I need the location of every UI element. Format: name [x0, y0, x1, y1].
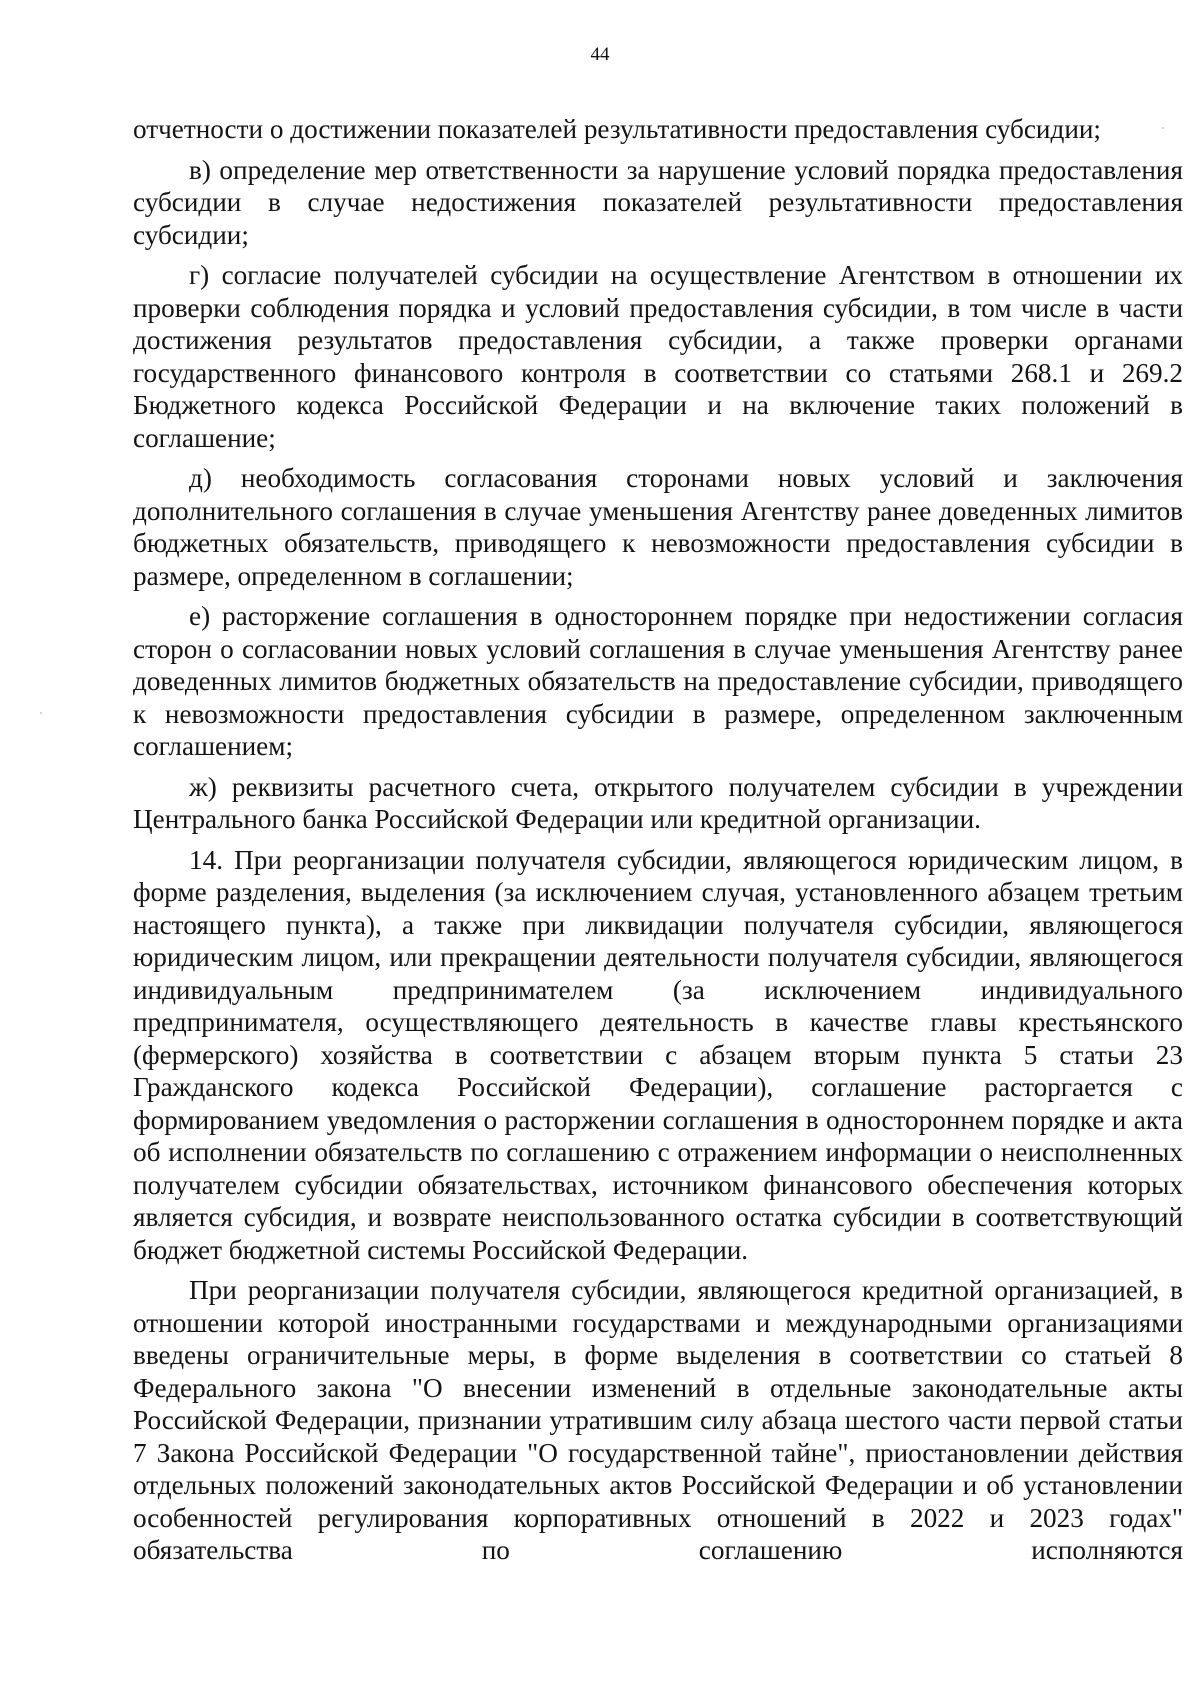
paragraph-clause-14: 14. При реорганизации получателя субсидии, являющегося юридическим лицом, в форме разделения, выделения (за исключением случая, установленного абзацем третьим настоящего пункта), а также при ликвидации получателя субсидии, являющегося юридическим лицом, или прекращении деятельности получателя субсидии, являющегося индивидуальным предпринимателем (за исключением индивидуального предпринимателя, осуществляющего деятельность в качестве главы крестьянского (фермерского) хозяйства в соответствии с абзацем вторым пункта 5 статьи 23 Гражданского кодекса Российской Федерации), соглашение расторгается с формированием уведомления о расторжении соглашения в одностороннем порядке и акта об исполнении обязательств по соглашению с отражением информации о неисполненных получателем субсидии обязательствах, источником финансового обеспечения которых является субсидия, и возврате неиспользованного остатка субсидии в соответствующий бюджет бюджетной системы Российской Федерации.	[133, 844, 1183, 1265]
paragraph-continuation: отчетности о достижении показателей результативности предоставления субсидии;	[133, 114, 1101, 144]
paragraph-item-zh: ж) реквизиты расчетного счета, открытого получателем субсидии в учреждении Центрального банка Российской Федерации или кредитной организации.	[133, 771, 1183, 834]
scan-speck	[1162, 127, 1164, 129]
scan-speck	[40, 712, 42, 714]
paragraph-reorganization: При реорганизации получателя субсидии, являющегося кредитной организацией, в отношении которой иностранными государствами и международными организациями введены ограничительные меры, в форме выделения в соответствии со статьей 8 Федерального закона "О внесении изменений в отдельные законодательные акты Российской Федерации, признании утратившим силу абзаца шестого части первой статьи 7 Закона Российской Федерации "О государственной тайне", приостановлении действия отдельных положений законодательных актов Российской Федерации и об установлении особенностей регулирования корпоративных отношений в 2022 и 2023 годах" обязательства по соглашению исполняются	[133, 1275, 1183, 1565]
page-number: 44	[590, 44, 610, 65]
paragraph-item-v: в) определение мер ответственности за нарушение условий порядка предоставления субсидии в случае недостижения показателей результативности предоставления субсидии;	[133, 154, 1183, 250]
paragraph-item-e: е) расторжение соглашения в одностороннем порядке при недостижении согласия сторон о согласовании новых условий соглашения в случае уменьшения Агентству ранее доведенных лимитов бюджетных обязательств на предоставление субсидии, приводящего к невозможности предоставления субсидии в размере, определенном заключенным соглашением;	[133, 601, 1183, 761]
paragraph-item-g: г) согласие получателей субсидии на осуществление Агентством в отношении их проверки соблюдения порядка и условий предоставления субсидии, в том числе в части достижения результатов предоставления субсидии, а также проверки органами государственного финансового контроля в соответствии со статьями 268.1 и 269.2 Бюджетного кодекса Российской Федерации и на включение таких положений в соглашение;	[133, 260, 1183, 453]
paragraph-item-d: д) необходимость согласования сторонами новых условий и заключения дополнительного соглашения в случае уменьшения Агентству ранее доведенных лимитов бюджетных обязательств, приводящего к невозможности предоставления субсидии в размере, определенном в соглашении;	[133, 463, 1183, 591]
document-body	[133, 113, 1183, 1575]
